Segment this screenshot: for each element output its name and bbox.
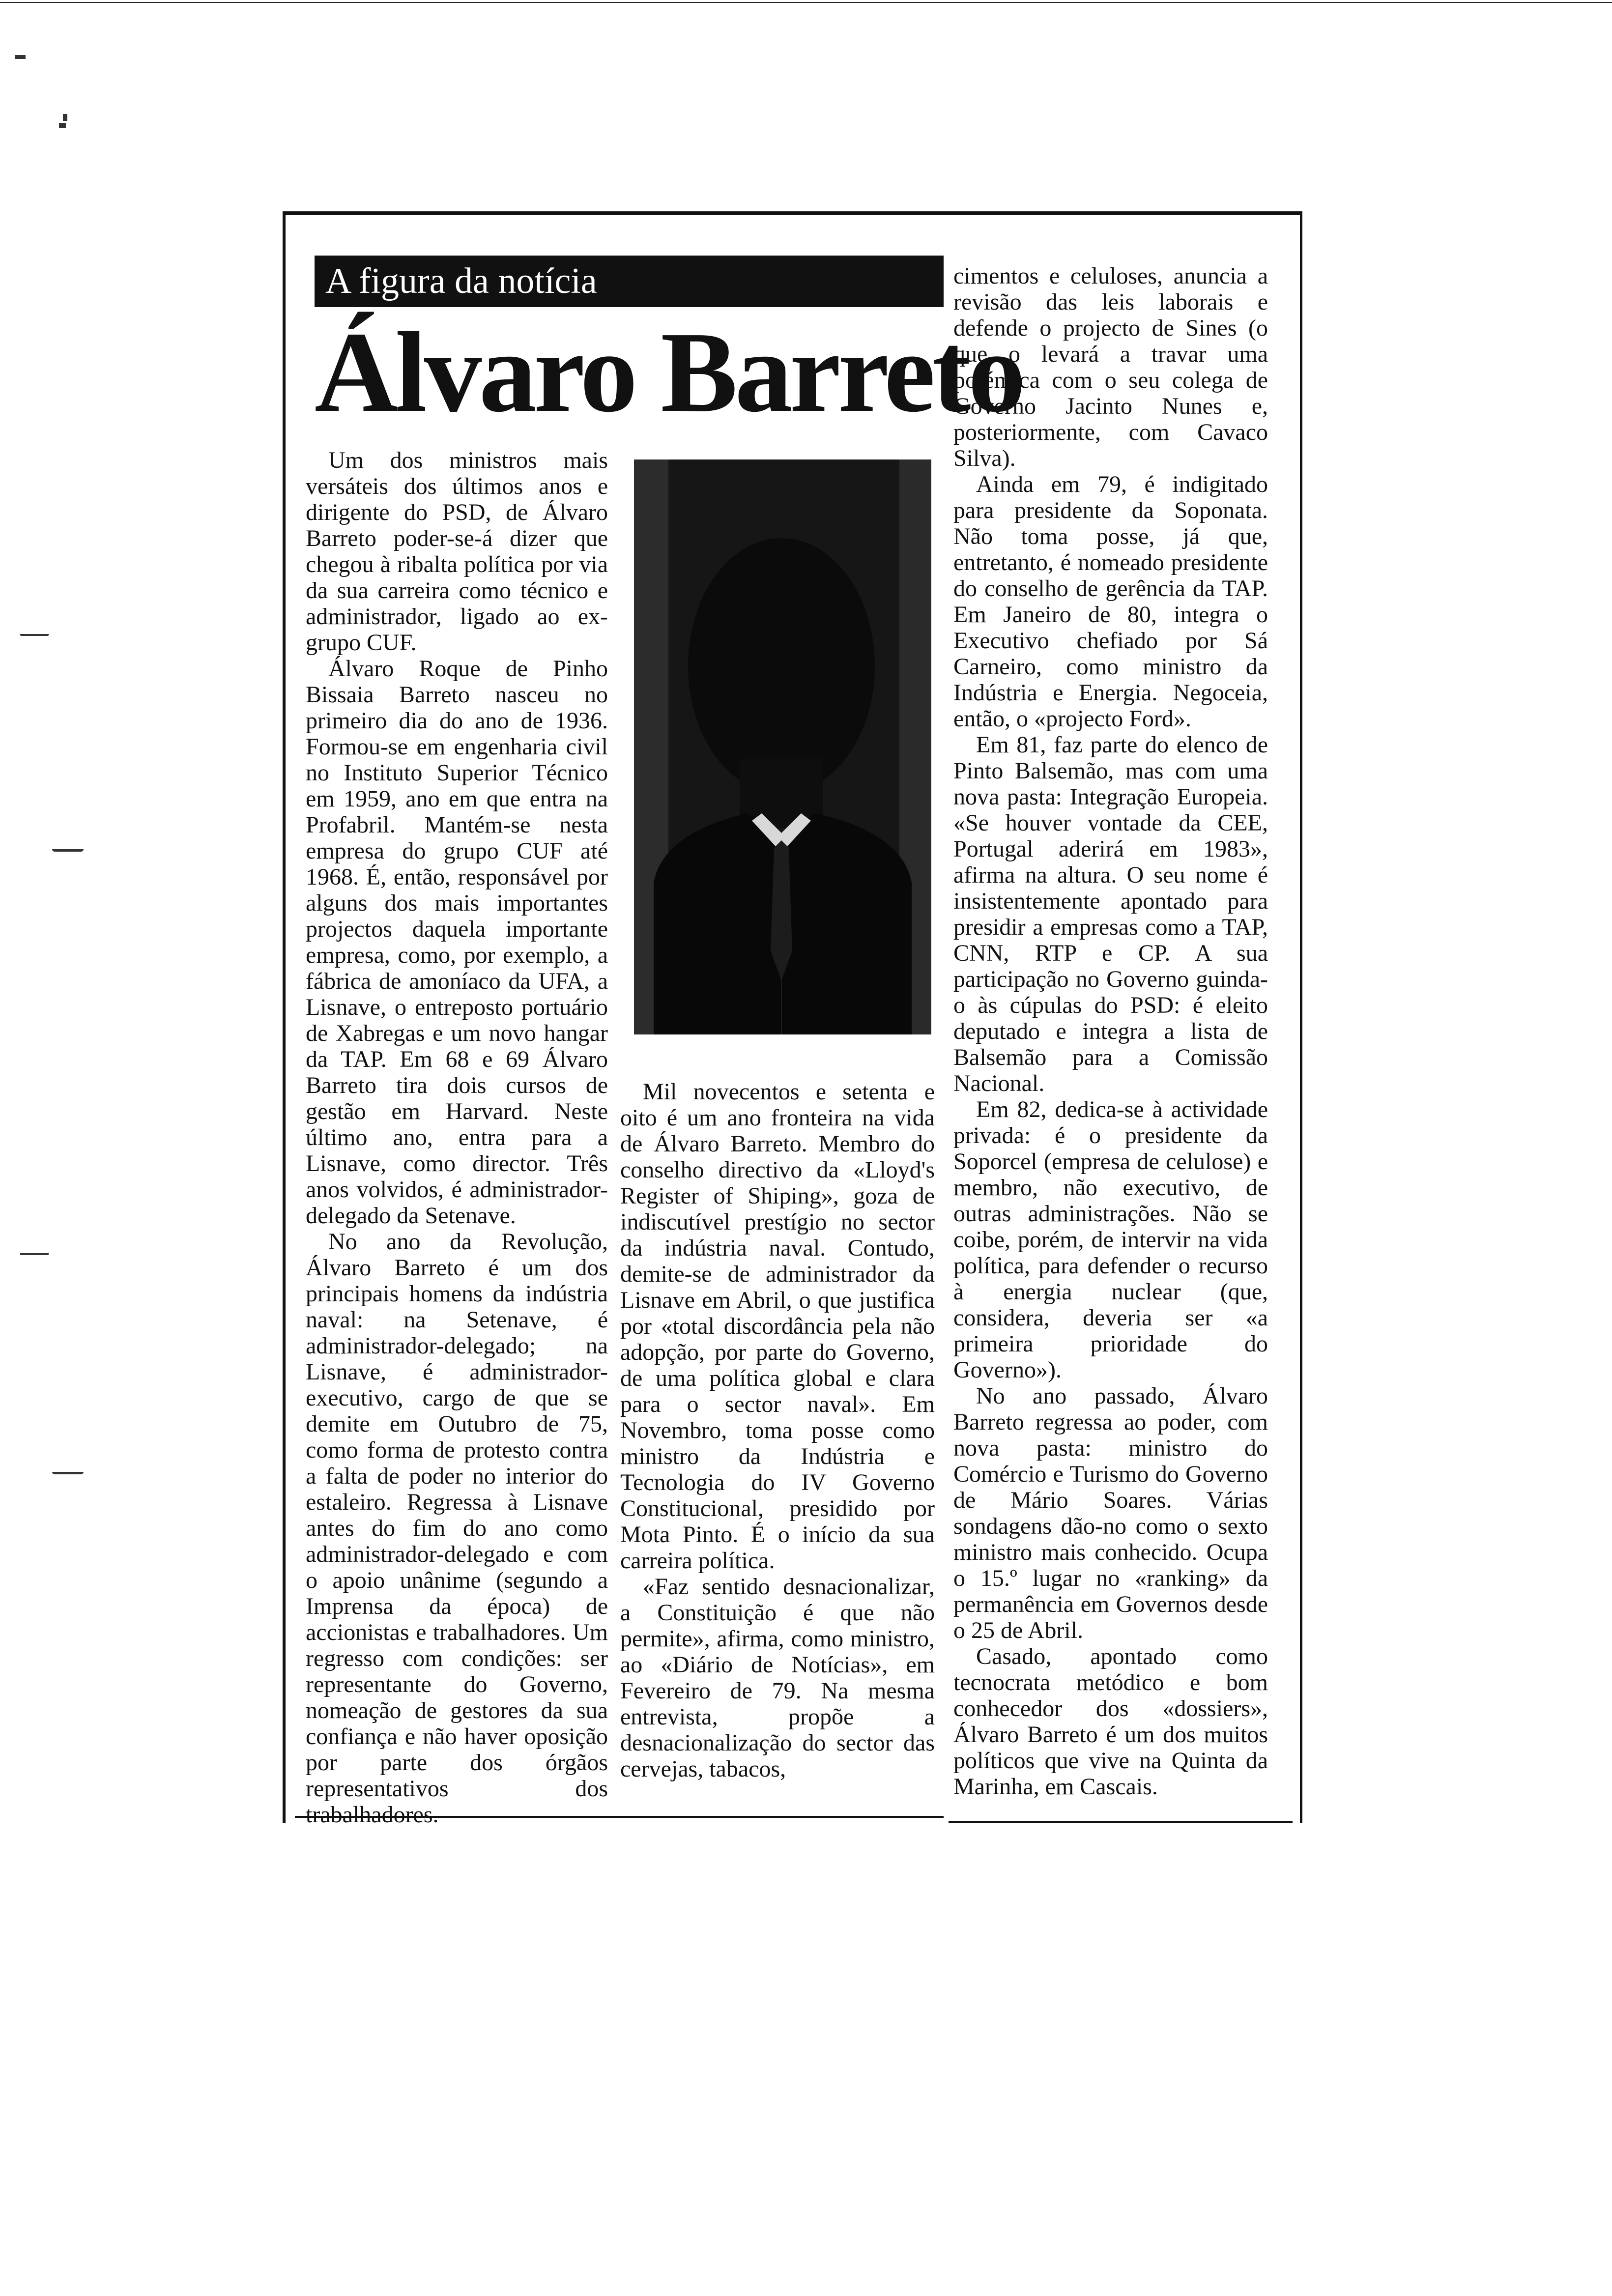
- scan-mark: [15, 55, 26, 59]
- article-paragraph: No ano passado, Álvaro Barreto regressa ao poder, com nova pasta: ministro do Comércio e Turismo do Governo de Mário Soares. Várias sondagens dão-no como o sexto ministro mais conhecido. Ocupa o 15.º lugar no «ranking» da permanência em Governos desde o 25 de Abril.: [953, 1383, 1268, 1643]
- punch-hole-mark: [20, 634, 49, 636]
- punch-hole-mark: [52, 1472, 84, 1474]
- scan-mark: [59, 123, 66, 128]
- punch-hole-mark: [52, 849, 84, 852]
- punch-hole-mark: [20, 1253, 49, 1255]
- article-paragraph: Mil novecentos e setenta e oito é um ano fronteira na vida de Álvaro Barreto. Membro do conselho directivo da «Lloyd's Register of Shiping», goza de indiscutível prestígio no sector da indústria naval. Contudo, demite-se de administrador da Lisnave em Abril, o que justifica por «total discordância pela não adopção, por parte do Governo, de uma política global e clara para o sector naval». Em Novembro, toma posse como ministro da Indústria e Tecnologia do IV Governo Constitucional, presidido por Mota Pinto. É o início da sua carreira política.: [620, 1079, 935, 1574]
- article-column-1: [306, 447, 608, 1828]
- clipping-bottom-rule: [949, 1821, 1293, 1823]
- article-headline: Álvaro Barreto: [315, 308, 1023, 436]
- portrait-photo: [634, 459, 931, 1034]
- article-paragraph: Em 82, dedica-se à actividade privada: é o presidente da Soporcel (empresa de celulose) e membro, não executivo, de outras administrações. Não se coibe, porém, de intervir na vida política, para defender o recurso à energia nuclear (que, considera, deveria ser «a primeira prioridade do Governo»).: [953, 1096, 1268, 1383]
- article-paragraph: Um dos ministros mais versáteis dos últimos anos e dirigente do PSD, de Álvaro Barreto poder-se-á dizer que chegou à ribalta política por via da sua carreira como técnico e administrador, ligado ao ex-grupo CUF.: [306, 447, 608, 656]
- section-kicker: A figura da notícia: [315, 256, 944, 307]
- article-paragraph: Casado, apontado como tecnocrata metódico e bom conhecedor dos «dossiers», Álvaro Barreto é um dos muitos políticos que vive na Quinta da Marinha, em Cascais.: [953, 1643, 1268, 1800]
- article-paragraph: No ano da Revolução, Álvaro Barreto é um dos principais homens da indústria naval: na Setenave, é administrador-delegado; na Lisnave, é administrador-executivo, cargo de que se demite em Outubro de 75, como forma de protesto contra a falta de poder no interior do estaleiro. Regressa à Lisnave antes do fim do ano como administrador-delegado e com o apoio unânime (segundo a Imprensa da época) de accionistas e trabalhadores. Um regresso com condições: ser representante do Governo, nomeação de gestores da sua confiança e não haver oposição por parte dos órgãos representativos dos trabalhadores.: [306, 1229, 608, 1828]
- article-paragraph: Ainda em 79, é indigitado para presidente da Soponata. Não toma posse, já que, entretanto, é nomeado presidente do conselho de gerência da TAP. Em Janeiro de 80, integra o Executivo chefiado por Sá Carneiro, como ministro da Indústria e Energia. Negoceia, então, o «projecto Ford».: [953, 471, 1268, 732]
- article-column-2: [620, 1079, 935, 1782]
- article-paragraph: Álvaro Roque de Pinho Bissaia Barreto nasceu no primeiro dia do ano de 1936. Formou-se em engenharia civil no Instituto Superior Técnico em 1959, ano em que entra na Profabril. Mantém-se nesta empresa do grupo CUF até 1968. É, então, responsável por alguns dos mais importantes projectos daquela importante empresa, como, por exemplo, a fábrica de amoníaco da UFA, a Lisnave, o entreposto portuário de Xabregas e um novo hangar da TAP. Em 68 e 69 Álvaro Barreto tira dois cursos de gestão em Harvard. Neste último ano, entra para a Lisnave, como director. Três anos volvidos, é administrador-delegado da Setenave.: [306, 656, 608, 1229]
- article-column-3: [953, 263, 1268, 1800]
- scan-top-edge: [0, 2, 1612, 3]
- article-paragraph: cimentos e celuloses, anuncia a revisão das leis laborais e defende o projecto de Sines (o que o levará a travar uma polémica com o seu colega de Governo Jacinto Nunes e, posteriormente, com Cavaco Silva).: [953, 263, 1268, 471]
- article-paragraph: «Faz sentido desnacionalizar, a Constituição é que não permite», afirma, como ministro, ao «Diário de Notícias», em Fevereiro de 79. Na mesma entrevista, propõe a desnacionalização do sector das cervejas, tabacos,: [620, 1574, 935, 1782]
- article-paragraph: Em 81, faz parte do elenco de Pinto Balsemão, mas com uma nova pasta: Integração Europeia. «Se houver vontade da CEE, Portugal aderirá em 1983», afirma na altura. O seu nome é insistentemente apontado para presidir a empresas como a TAP, CNN, RTP e CP. A sua participação no Governo guinda-o às cúpulas do PSD: é eleito deputado e integra a lista de Balsemão para a Comissão Nacional.: [953, 732, 1268, 1096]
- scan-mark: [63, 114, 67, 121]
